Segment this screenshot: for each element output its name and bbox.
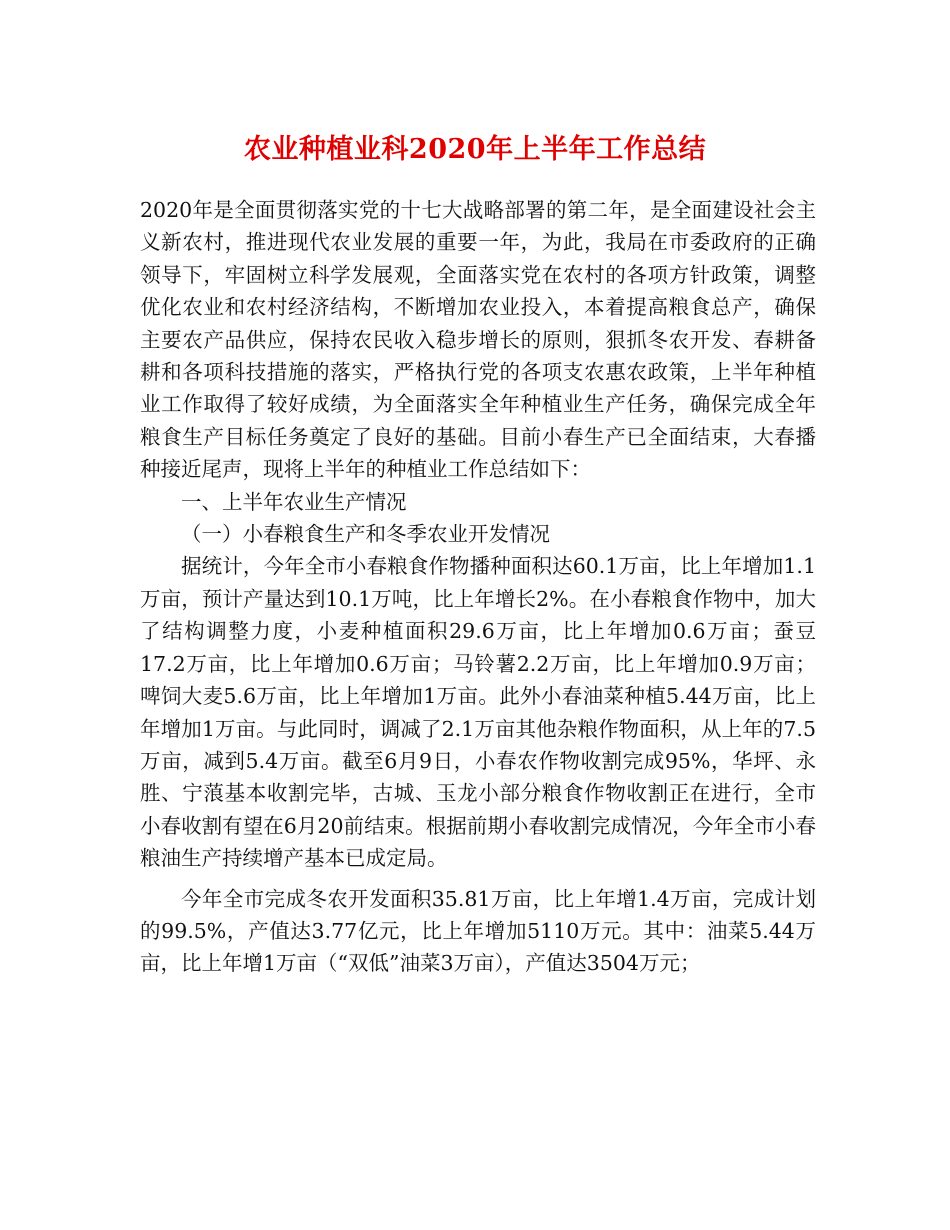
paragraph-intro: 2020年是全面贯彻落实党的十七大战略部署的第二年，是全面建设社会主义新农村，推进现代农业发展的重要一年，为此，我局在市委政府的正确领导下，牢固树立科学发展观，全面落实党在农村的各项方针政策，调整优化农业和农村经济结构，不断增加农业投入，本着提高粮食总产，确保主要农产品供应，保持农民收入稳步增长的原则，狠抓冬农开发、春耕备耕和各项科技措施的落实，严格执行党的各项支农惠农政策，上半年种植业工作取得了较好成绩，为全面落实全年种植业生产任务，确保完成全年粮食生产目标任务奠定了良好的基础。目前小春生产已全面结束，大春播种接近尾声，现将上半年的种植业工作总结如下： [140,198,816,482]
subsection-heading: （一）小春粮食生产和冬季农业开发情况 [181,522,550,547]
document-title: 农业种植业科2020年上半年工作总结 [243,134,707,165]
document-body [140,194,816,980]
section-heading: 一、上半年农业生产情况 [181,489,407,514]
paragraph-statistics: 据统计，今年全市小春粮食作物播种面积达60.1万亩，比上年增加1.1万亩，预计产量达到10.1万吨，比上年增长2%。在小春粮食作物中，加大了结构调整力度，小麦种植面积29.6万亩，比上年增加0.6万亩；蚕豆17.2万亩，比上年增加0.6万亩；马铃薯2.2万亩，比上年增加0.9万亩；啤饲大麦5.6万亩，比上年增加1万亩。此外小春油菜种植5.44万亩，比上年增加1万亩。与此同时，调减了2.1万亩其他杂粮作物面积，从上年的7.5万亩，减到5.4万亩。截至6月9日，小春农作物收割完成95%，华坪、永胜、宁蒗基本收割完毕，古城、玉龙小部分粮食作物收割正在进行，全市小春收割有望在6月20前结束。根据前期小春收割完成情况，今年全市小春粮油生产持续增产基本已成定局。 [140,554,816,871]
paragraph-winter-agriculture: 今年全市完成冬农开发面积35.81万亩，比上年增1.4万亩，完成计划的99.5%，产值达3.77亿元，比上年增加5110万元。其中：油菜5.44万亩，比上年增1万亩（“双低”油菜3万亩），产值达3504万元； [140,886,816,976]
